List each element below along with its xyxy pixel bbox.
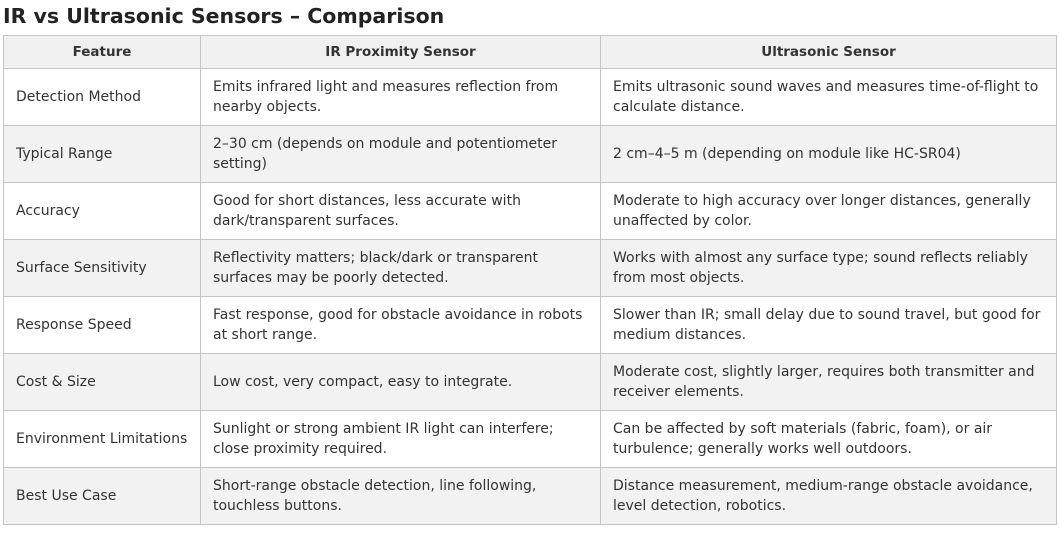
feature-cell: Accuracy xyxy=(4,183,201,240)
table-row xyxy=(4,297,1057,354)
ultrasonic-cell: Slower than IR; small delay due to sound travel, but good for medium distances. xyxy=(601,297,1057,354)
ir-cell: Fast response, good for obstacle avoidance in robots at short range. xyxy=(201,297,601,354)
ir-cell: Low cost, very compact, easy to integrate. xyxy=(201,354,601,411)
feature-cell: Detection Method xyxy=(4,69,201,126)
table-row xyxy=(4,468,1057,525)
ultrasonic-cell: Distance measurement, medium-range obstacle avoidance, level detection, robotics. xyxy=(601,468,1057,525)
feature-cell: Cost & Size xyxy=(4,354,201,411)
ir-cell: Reflectivity matters; black/dark or transparent surfaces may be poorly detected. xyxy=(201,240,601,297)
page-title: IR vs Ultrasonic Sensors – Comparison xyxy=(3,4,445,28)
ultrasonic-cell: Moderate to high accuracy over longer distances, generally unaffected by color. xyxy=(601,183,1057,240)
ir-cell: Short-range obstacle detection, line following, touchless buttons. xyxy=(201,468,601,525)
table-row xyxy=(4,354,1057,411)
ir-cell: Sunlight or strong ambient IR light can interfere; close proximity required. xyxy=(201,411,601,468)
ir-cell: 2–30 cm (depends on module and potentiometer setting) xyxy=(201,126,601,183)
ir-cell: Emits infrared light and measures reflection from nearby objects. xyxy=(201,69,601,126)
feature-cell: Response Speed xyxy=(4,297,201,354)
table-row xyxy=(4,240,1057,297)
ultrasonic-cell: 2 cm–4–5 m (depending on module like HC-SR04) xyxy=(601,126,1057,183)
ultrasonic-cell: Emits ultrasonic sound waves and measures time-of-flight to calculate distance. xyxy=(601,69,1057,126)
table-row xyxy=(4,183,1057,240)
table-row xyxy=(4,69,1057,126)
ultrasonic-cell: Works with almost any surface type; sound reflects reliably from most objects. xyxy=(601,240,1057,297)
ir-cell: Good for short distances, less accurate with dark/transparent surfaces. xyxy=(201,183,601,240)
table-row xyxy=(4,126,1057,183)
table-row xyxy=(4,411,1057,468)
comparison-table xyxy=(3,35,1057,525)
feature-cell: Environment Limitations xyxy=(4,411,201,468)
feature-cell: Surface Sensitivity xyxy=(4,240,201,297)
ultrasonic-cell: Can be affected by soft materials (fabric, foam), or air turbulence; generally works well outdoors. xyxy=(601,411,1057,468)
feature-cell: Best Use Case xyxy=(4,468,201,525)
table-header-row xyxy=(4,36,1057,69)
ultrasonic-cell: Moderate cost, slightly larger, requires both transmitter and receiver elements. xyxy=(601,354,1057,411)
column-header-feature: Feature xyxy=(4,36,201,69)
column-header-ultrasonic: Ultrasonic Sensor xyxy=(601,36,1057,69)
feature-cell: Typical Range xyxy=(4,126,201,183)
column-header-ir: IR Proximity Sensor xyxy=(201,36,601,69)
